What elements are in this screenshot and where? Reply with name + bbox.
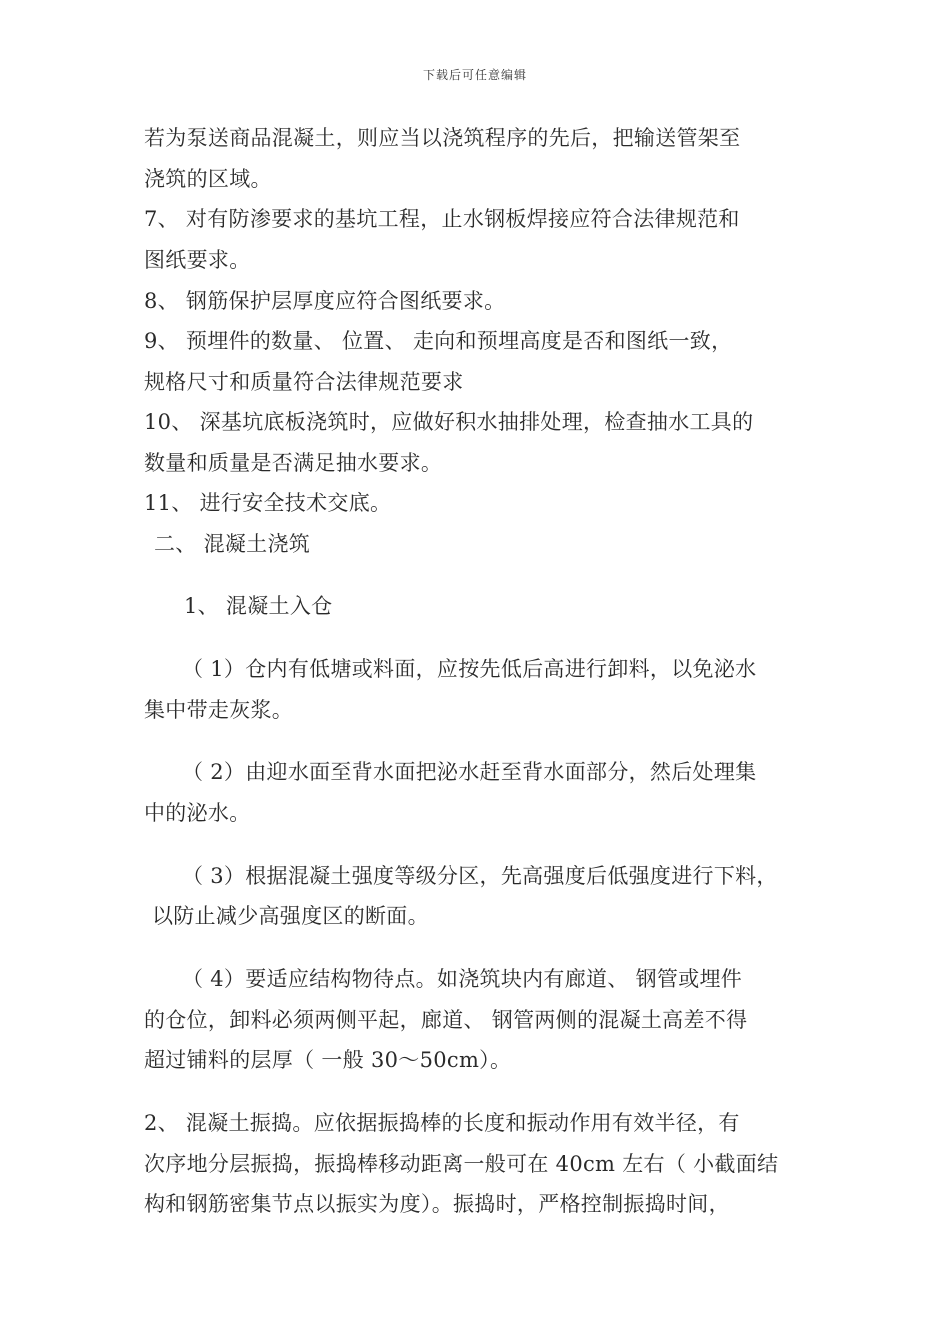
- sub-item-2: （ 2）由迎水面至背水面把泌水赶至背水面部分，然后处理集: [182, 760, 757, 784]
- page-header: 下载后可任意编辑: [422, 68, 527, 82]
- paragraph-line: 若为泵送商品混凝土，则应当以浇筑程序的先后，把输送管架至: [144, 126, 741, 150]
- list-item-8: 8、 钢筋保护层厚度应符合图纸要求。: [144, 289, 506, 313]
- paragraph-line: 中的泌水。: [144, 801, 251, 825]
- subsection-heading: 1、 混凝土入仓: [184, 594, 333, 618]
- paragraph-line: 数量和质量是否满足抽水要求。: [144, 451, 443, 475]
- sub-item-3: （ 3）根据混凝土强度等级分区，先高强度后低强度进行下料，: [182, 864, 778, 888]
- paragraph-line: 次序地分层振捣，振捣棒移动距离一般可在 40cm 左右（ 小截面结: [144, 1152, 779, 1176]
- paragraph-line: 规格尺寸和质量符合法律规范要求: [144, 370, 464, 394]
- paragraph-line: 的仓位，卸料必须两侧平起，廊道、 钢管两侧的混凝土高差不得: [144, 1008, 748, 1032]
- list-item-10: 10、 深基坑底板浇筑时，应做好积水抽排处理，检查抽水工具的: [144, 410, 754, 434]
- sub-item-4: （ 4）要适应结构物待点。如浇筑块内有廊道、 钢管或埋件: [182, 967, 743, 991]
- list-item-2: 2、 混凝土振捣。应依据振捣棒的长度和振动作用有效半径，有: [144, 1111, 740, 1135]
- paragraph-line: 构和钢筋密集节点以振实为度）。振捣时，严格控制振捣时间，: [144, 1192, 730, 1216]
- list-item-11: 11、 进行安全技术交底。: [144, 491, 392, 515]
- paragraph-line: 超过铺料的层厚（ 一般 30〜50cm）。: [144, 1048, 512, 1072]
- paragraph-line: 图纸要求。: [144, 248, 251, 272]
- paragraph-line: 集中带走灰浆。: [144, 698, 294, 722]
- list-item-7: 7、 对有防渗要求的基坑工程，止水钢板焊接应符合法律规范和: [144, 207, 740, 231]
- sub-item-1: （ 1）仓内有低塘或料面，应按先低后高进行卸料，以免泌水: [182, 657, 757, 681]
- list-item-9: 9、 预埋件的数量、 位置、 走向和预埋高度是否和图纸一致，: [144, 329, 733, 353]
- paragraph-line: 浇筑的区域。: [144, 167, 272, 191]
- section-heading: 二、 混凝土浇筑: [154, 532, 311, 556]
- paragraph-line: 以防止减少高强度区的断面。: [152, 904, 429, 928]
